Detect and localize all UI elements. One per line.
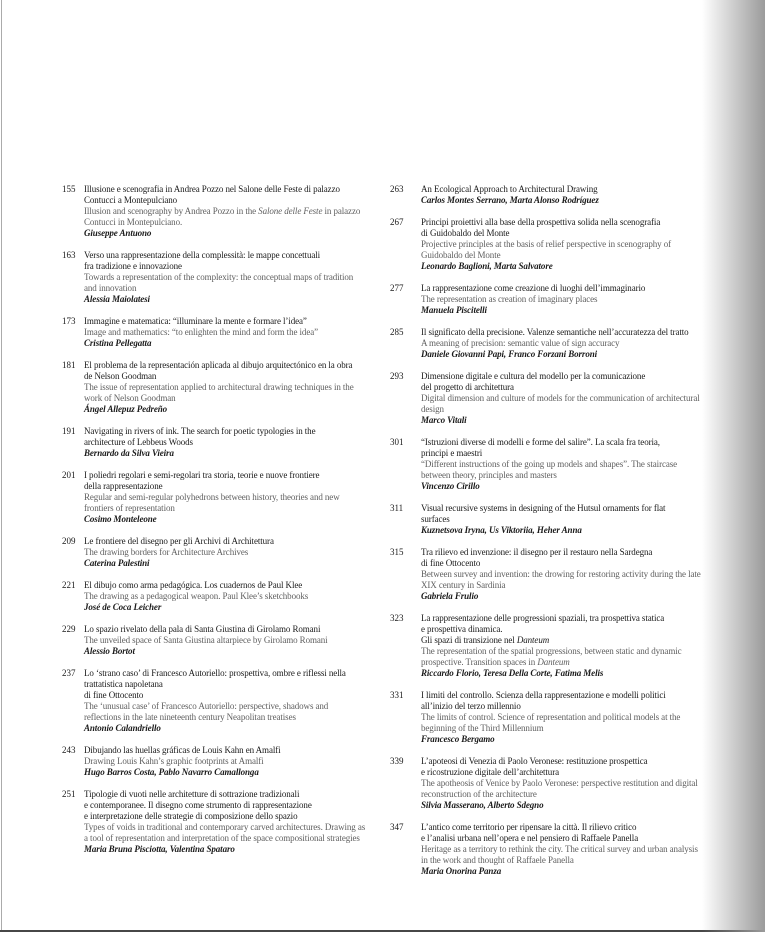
entry-title-line	[84, 261, 381, 272]
entry-title-line	[421, 283, 713, 294]
entry-translation-line	[421, 294, 713, 305]
text-segment: Digital dimension and culture of models for the communication of architectural	[421, 393, 700, 403]
text-segment: Principi proiettivi alla base della prospettiva solida nella scenografia	[421, 217, 661, 227]
entry-body	[421, 217, 713, 272]
entry-title-line	[421, 371, 713, 382]
entry-body	[421, 503, 713, 536]
entry-body	[421, 547, 713, 602]
text-segment: in the work and thought of Raffaele Panella	[421, 855, 574, 865]
text-segment: between theory, principles and masters	[421, 470, 557, 480]
text-segment: de Nelson Goodman	[84, 371, 157, 381]
entry-authors: Alessia Maiolatesi	[84, 294, 150, 304]
toc-entry	[390, 822, 713, 877]
text-segment: Lo ‘strano caso’ di Francesco Autoriello: prospettiva, ombre e riflessi nella	[84, 668, 346, 678]
toc-entry	[390, 217, 713, 272]
text-segment: “Different instructions of the going up models and shapes”. The staircase	[421, 459, 678, 469]
text-segment: Illusion and scenography by Andrea Pozzo in the	[84, 206, 259, 216]
entry-page-number: 221	[62, 580, 76, 590]
entry-title-line	[421, 756, 713, 767]
entry-translation-line	[84, 591, 381, 602]
entry-title-line	[421, 558, 713, 569]
entry-authors: Daniele Giovanni Papi, Franco Forzani Borroni	[421, 349, 598, 359]
entry-authors: Vincenzo Cirillo	[421, 481, 480, 491]
entry-body	[84, 426, 381, 459]
entry-body	[421, 283, 713, 316]
entry-authors: Alessio Bortot	[84, 646, 135, 656]
text-segment: Illusione e scenografia in Andrea Pozzo nel Salone delle Feste di palazzo	[84, 184, 340, 194]
text-segment: Guidobaldo del Monte	[421, 250, 501, 260]
entry-page-number: 323	[390, 613, 404, 623]
entry-authors: José de Coca Leicher	[84, 602, 162, 612]
entry-authors: Marco Vitali	[421, 415, 467, 425]
entry-translation-line	[421, 723, 713, 734]
entry-page-number: 209	[62, 536, 76, 546]
text-segment: Tipologie di vuoti nelle architetture di sottrazione tradizionali	[84, 789, 300, 799]
entry-body	[421, 184, 713, 206]
text-segment: L’apoteosi di Venezia di Paolo Veronese: restituzione prospettica	[421, 756, 648, 766]
entry-translation-line	[421, 580, 713, 591]
toc-entry	[62, 580, 381, 613]
entry-title-line	[421, 701, 713, 712]
toc-entry	[62, 184, 381, 239]
entry-authors: Hugo Barros Costa, Pablo Navarro Camallonga	[84, 767, 259, 777]
entry-body	[84, 184, 381, 239]
text-segment: XIX century in Sardinia	[421, 580, 506, 590]
entry-authors: Silvia Masserano, Alberto Sdegno	[421, 800, 544, 810]
entry-body	[421, 327, 713, 360]
entry-translation-line	[421, 789, 713, 800]
entry-title-line	[421, 613, 713, 624]
entry-page-number: 191	[62, 426, 76, 436]
text-segment: work of Nelson Goodman	[84, 393, 176, 403]
entry-translation-line	[421, 844, 713, 855]
text-segment: e interpretazione delle strategie di composizione dello spazio	[84, 811, 298, 821]
entry-body	[84, 580, 381, 613]
text-segment: The ‘unusual case’ of Francesco Autoriello: perspective, shadows and	[84, 701, 329, 711]
entry-body	[421, 437, 713, 492]
entry-title-line	[84, 624, 381, 635]
entry-title-line	[421, 514, 713, 525]
italic-text-segment: Salone delle Feste	[258, 206, 323, 216]
entry-title-line	[421, 635, 713, 646]
entry-title-line	[84, 668, 381, 679]
entry-authors: Maria Bruna Pisciotta, Valentina Spataro	[84, 844, 235, 854]
entry-translation-line	[421, 239, 713, 250]
entry-authors: Cosimo Monteleone	[84, 514, 157, 524]
entry-page-number: 243	[62, 745, 76, 755]
entry-body	[84, 536, 381, 569]
toc-entry	[390, 690, 713, 745]
entry-title-line	[421, 217, 713, 228]
toc-column-right	[390, 184, 713, 888]
entry-translation-line	[421, 778, 713, 789]
entry-translation-line	[421, 338, 713, 349]
text-segment: The representation of the spatial progressions, between static and dynamic	[421, 646, 682, 656]
entry-body	[84, 470, 381, 525]
text-segment: La rappresentazione come creazione di luoghi dell’immaginario	[421, 283, 646, 293]
entry-title-line	[421, 767, 713, 778]
text-segment: Navigating in rivers of ink. The search for poetic typologies in the	[84, 426, 316, 436]
entry-authors: Bernardo da Silva Vieira	[84, 448, 174, 458]
entry-translation-line	[84, 635, 381, 646]
entry-translation-line	[84, 547, 381, 558]
entry-page-number: 181	[62, 360, 76, 370]
text-segment: Types of voids in traditional and contemporary carved architectures. Drawing as	[84, 822, 366, 832]
entry-translation-line	[84, 833, 381, 844]
entry-page-number: 311	[390, 503, 404, 513]
text-segment: A meaning of precision: semantic value of sign accuracy	[421, 338, 620, 348]
entry-translation-line	[421, 404, 713, 415]
text-segment: di fine Ottocento	[421, 558, 481, 568]
text-segment: reflections in the late nineteenth century Neapolitan treatises	[84, 712, 296, 722]
text-segment: El dibujo como arma pedagógica. Los cuadernos de Paul Klee	[84, 580, 303, 590]
text-segment: “Istruzioni diverse di modelli e forme del salire”. La scala fra teoria,	[421, 437, 660, 447]
text-segment: L’antico come territorio per ripensare la città. Il rilievo critico	[421, 822, 637, 832]
entry-page-number: 267	[390, 217, 404, 227]
entry-page-number: 293	[390, 371, 404, 381]
entry-translation-line	[421, 712, 713, 723]
toc-entry	[62, 668, 381, 734]
entry-translation-line	[84, 756, 381, 767]
entry-title-line	[84, 316, 381, 327]
entry-translation-line	[421, 569, 713, 580]
entry-page-number: 201	[62, 470, 76, 480]
toc-columns	[62, 184, 713, 888]
entry-body	[84, 250, 381, 305]
entry-title-line	[84, 195, 381, 206]
entry-translation-line	[421, 459, 713, 470]
text-segment: Immagine e matematica: “illuminare la mente e formare l’idea”	[84, 316, 307, 326]
entry-translation-line	[84, 382, 381, 393]
scan-shadow-right	[702, 0, 765, 932]
toc-entry	[390, 756, 713, 811]
entry-page-number: 163	[62, 250, 76, 260]
entry-title-line	[421, 624, 713, 635]
entry-title-line	[421, 822, 713, 833]
italic-text-segment: Danteum	[537, 657, 570, 667]
entry-body	[84, 316, 381, 349]
toc-entry	[390, 283, 713, 316]
entry-authors: Caterina Palestini	[84, 558, 150, 568]
entry-page-number: 301	[390, 437, 404, 447]
entry-title-line	[421, 503, 713, 514]
entry-body	[421, 756, 713, 811]
entry-title-line	[84, 481, 381, 492]
italic-text-segment: Danteum	[516, 635, 550, 645]
toc-entry	[390, 547, 713, 602]
entry-translation-line	[421, 855, 713, 866]
entry-translation-line	[84, 822, 381, 833]
entry-authors: Manuela Piscitelli	[421, 305, 487, 315]
entry-authors: Gabriela Frulio	[421, 591, 479, 601]
entry-authors: Leonardo Baglioni, Marta Salvatore	[421, 261, 553, 271]
entry-translation-line	[84, 272, 381, 283]
entry-title-line	[84, 426, 381, 437]
text-segment: Contucci in Montepulciano.	[84, 217, 183, 227]
text-segment: An Ecological Approach to Architectural Drawing	[421, 184, 598, 194]
text-segment: I limiti del controllo. Scienza della rappresentazione e modelli politici	[421, 690, 666, 700]
toc-entry	[62, 316, 381, 349]
entry-body	[421, 613, 713, 679]
toc-entry	[62, 536, 381, 569]
entry-page-number: 315	[390, 547, 404, 557]
entry-translation-line	[84, 327, 381, 338]
text-segment: e prospettiva dinamica.	[421, 624, 503, 634]
entry-translation-line	[421, 657, 713, 668]
text-segment: I poliedri regolari e semi-regolari tra storia, teorie e nuove frontiere	[84, 470, 320, 480]
entry-translation-line	[421, 393, 713, 404]
text-segment: della rappresentazione	[84, 481, 163, 491]
entry-body	[84, 624, 381, 657]
text-segment: Drawing Louis Kahn’s graphic footprints at Amalfi	[84, 756, 264, 766]
text-segment: prospective. Transition spaces in	[421, 657, 538, 667]
entry-body	[84, 668, 381, 734]
text-segment: Image and mathematics: “to enlighten the mind and form the idea”	[84, 327, 319, 337]
text-segment: Visual recursive systems in designing of the Hutsul ornaments for flat	[421, 503, 666, 513]
entry-body	[421, 822, 713, 877]
text-segment: Dimensione digitale e cultura del modello per la comunicazione	[421, 371, 646, 381]
entry-body	[84, 745, 381, 778]
text-segment: Le frontiere del disegno per gli Archivi di Architettura	[84, 536, 274, 546]
text-segment: all’inizio del terzo millennio	[421, 701, 521, 711]
page-left-edge-line	[1, 0, 2, 932]
toc-entry	[390, 184, 713, 206]
entry-title-line	[84, 679, 381, 690]
entry-page-number: 347	[390, 822, 404, 832]
text-segment: Contucci a Montepulciano	[84, 195, 178, 205]
text-segment: Lo spazio rivelato della pala di Santa Giustina di Girolamo Romani	[84, 624, 321, 634]
text-segment: Tra rilievo ed invenzione: il disegno per il restauro nella Sardegna	[421, 547, 653, 557]
toc-entry	[62, 789, 381, 855]
entry-title-line	[84, 745, 381, 756]
entry-title-line	[421, 690, 713, 701]
text-segment: The unveiled space of Santa Giustina altarpiece by Girolamo Romani	[84, 635, 328, 645]
text-segment: The apotheosis of Venice by Paolo Veronese: perspective restitution and digital	[421, 778, 698, 788]
text-segment: Gli spazi di transizione nel	[421, 635, 517, 645]
text-segment: Verso una rappresentazione della complessità: le mappe concettuali	[84, 250, 321, 260]
entry-page-number: 277	[390, 283, 404, 293]
text-segment: The drawing borders for Architecture Archives	[84, 547, 249, 557]
entry-title-line	[84, 811, 381, 822]
text-segment: Towards a representation of the complexity: the conceptual maps of tradition	[84, 272, 354, 282]
entry-title-line	[84, 536, 381, 547]
entry-authors: Ángel Allepuz Pedreño	[84, 404, 168, 414]
toc-entry	[62, 426, 381, 459]
entry-title-line	[84, 690, 381, 701]
entry-authors: Cristina Pellegatta	[84, 338, 152, 348]
toc-entry	[62, 360, 381, 415]
text-segment: Heritage as a territory to rethink the city. The critical survey and urban analysis	[421, 844, 698, 854]
entry-title-line	[421, 448, 713, 459]
toc-entry	[390, 437, 713, 492]
text-segment: Between survey and invention: the drowing for restoring activity during the late	[421, 569, 701, 579]
entry-title-line	[421, 184, 713, 195]
entry-translation-line	[84, 393, 381, 404]
text-segment: Dibujando las huellas gráficas de Louis Kahn en Amalfi	[84, 745, 281, 755]
entry-title-line	[421, 382, 713, 393]
text-segment: The drawing as a pedagogical weapon. Paul Klee’s sketchbooks	[84, 591, 309, 601]
entry-page-number: 155	[62, 184, 76, 194]
entry-title-line	[421, 228, 713, 239]
entry-title-line	[84, 470, 381, 481]
entry-authors: Carlos Montes Serrano, Marta Alonso Rodríguez	[421, 195, 599, 205]
entry-authors: Riccardo Florio, Teresa Della Corte, Fatima Melis	[421, 668, 604, 678]
entry-page-number: 229	[62, 624, 76, 634]
entry-page-number: 237	[62, 668, 76, 678]
entry-authors: Antonio Calandriello	[84, 723, 161, 733]
entry-page-number: 263	[390, 184, 404, 194]
text-segment: The limits of control. Science of representation and political models at the	[421, 712, 681, 722]
toc-entry	[62, 624, 381, 657]
entry-authors: Maria Onorina Panza	[421, 866, 502, 876]
text-segment: and innovation	[84, 283, 137, 293]
text-segment: El problema de la representación aplicada al dibujo arquitectónico en la obra	[84, 360, 353, 370]
entry-authors: Giuseppe Antuono	[84, 228, 152, 238]
text-segment: Projective principles at the basis of relief perspective in scenography of	[421, 239, 672, 249]
toc-entry	[62, 745, 381, 778]
text-segment: frontiers of representation	[84, 503, 175, 513]
text-segment: di fine Ottocento	[84, 690, 144, 700]
text-segment: Regular and semi-regular polyhedrons between history, theories and new	[84, 492, 340, 502]
text-segment: di Guidobaldo del Monte	[421, 228, 510, 238]
text-segment: e l’analisi urbana nell’opera e nel pensiero di Raffaele Panella	[421, 833, 639, 843]
entry-page-number: 331	[390, 690, 404, 700]
entry-authors: Kuznetsova Iryna, Us Viktoriia, Heher Anna	[421, 525, 582, 535]
text-segment: The issue of representation applied to architectural drawing techniques in the	[84, 382, 354, 392]
entry-title-line	[84, 371, 381, 382]
entry-translation-line	[84, 206, 381, 217]
text-segment: e ricostruzione digitale dell’architettura	[421, 767, 559, 777]
entry-body	[421, 690, 713, 745]
entry-title-line	[421, 327, 713, 338]
entry-authors: Francesco Bergamo	[421, 734, 495, 744]
toc-entry	[390, 327, 713, 360]
entry-title-line	[84, 250, 381, 261]
entry-title-line	[84, 580, 381, 591]
toc-entry	[390, 613, 713, 679]
text-segment: fra tradizione e innovazione	[84, 261, 182, 271]
entry-translation-line	[421, 250, 713, 261]
toc-entry	[62, 470, 381, 525]
entry-translation-line	[421, 646, 713, 657]
text-segment: surfaces	[421, 514, 450, 524]
text-segment: a tool of representation and interpretation of the space compositional strategies	[84, 833, 360, 843]
entry-translation-line	[84, 492, 381, 503]
text-segment: reconstruction of the architecture	[421, 789, 537, 799]
entry-title-line	[421, 547, 713, 558]
entry-title-line	[84, 437, 381, 448]
entry-translation-line	[84, 701, 381, 712]
text-segment: beginning of the Third Millennium	[421, 723, 544, 733]
entry-title-line	[84, 800, 381, 811]
entry-page-number: 339	[390, 756, 404, 766]
entry-page-number: 173	[62, 316, 76, 326]
text-segment: design	[421, 404, 444, 414]
toc-entry	[390, 371, 713, 426]
text-segment: architecture of Lebbeus Woods	[84, 437, 193, 447]
entry-page-number: 285	[390, 327, 404, 337]
entry-translation-line	[84, 217, 381, 228]
entry-translation-line	[421, 470, 713, 481]
entry-title-line	[421, 437, 713, 448]
text-segment: The representation as creation of imaginary places	[421, 294, 598, 304]
entry-title-line	[84, 184, 381, 195]
text-segment: Il significato della precisione. Valenze semantiche nell’accuratezza del tratto	[421, 327, 689, 337]
text-segment: La rappresentazione delle progressioni spaziali, tra prospettiva statica	[421, 613, 665, 623]
text-segment: e contemporanee. Il disegno come strumento di rappresentazione	[84, 800, 312, 810]
text-segment: trattatistica napoletana	[84, 679, 163, 689]
entry-title-line	[421, 833, 713, 844]
entry-title-line	[84, 360, 381, 371]
toc-entry	[62, 250, 381, 305]
entry-translation-line	[84, 283, 381, 294]
text-segment: in palazzo	[322, 206, 361, 216]
entry-body	[84, 789, 381, 855]
entry-title-line	[84, 789, 381, 800]
toc-entry	[390, 503, 713, 536]
text-segment: del progetto di architettura	[421, 382, 514, 392]
entry-page-number: 251	[62, 789, 76, 799]
entry-translation-line	[84, 503, 381, 514]
entry-body	[421, 371, 713, 426]
text-segment: principi e maestri	[421, 448, 483, 458]
toc-column-left	[62, 184, 381, 888]
entry-translation-line	[84, 712, 381, 723]
entry-body	[84, 360, 381, 415]
